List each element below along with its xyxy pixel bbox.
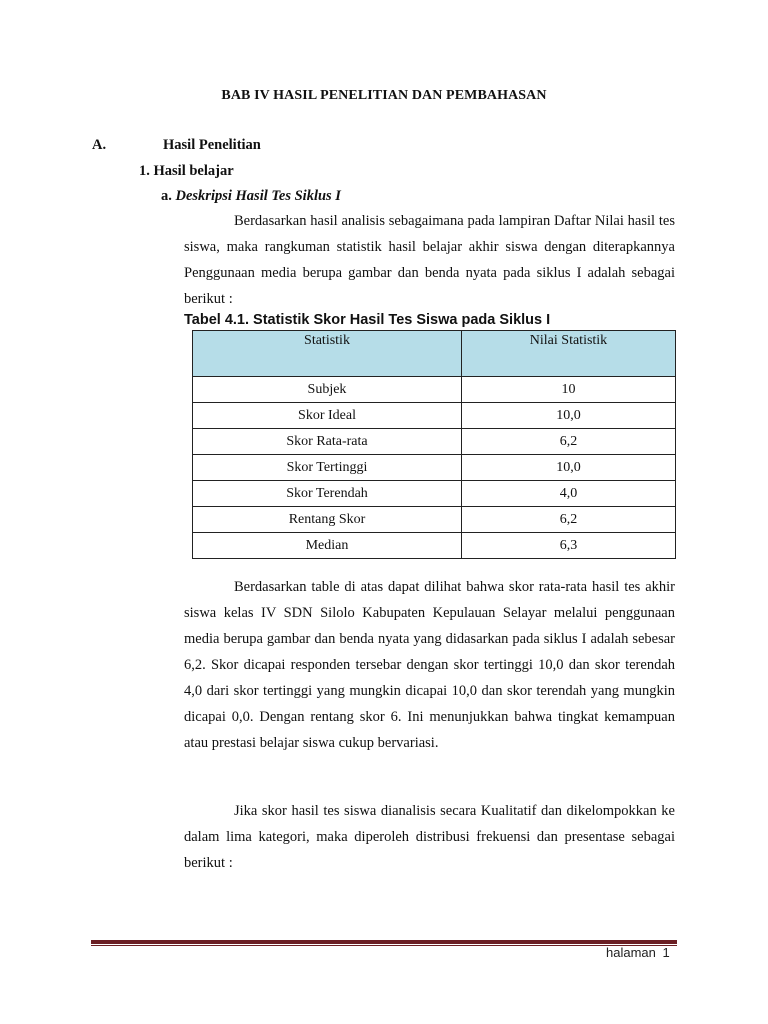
paragraph-1-text: Berdasarkan hasil analisis sebagaimana pada lampiran Daftar Nilai hasil tes siswa, maka rangkuman statistik hasil belajar akhir siswa dengan diterapkannya Penggunaan media berupa gambar dan benda nyata pada siklus I adalah sebagai berikut : — [184, 213, 675, 307]
statistic-value-cell: 4,0 — [462, 481, 676, 507]
section-heading: Hasil Penelitian — [163, 137, 261, 153]
statistic-name-cell: Median — [193, 533, 462, 559]
paragraph-3-text: Jika skor hasil tes siswa dianalisis secara Kualitatif dan dikelompokkan ke dalam lima kategori, maka diperoleh distribusi frekuensi dan presentase sebagai berikut : — [184, 803, 675, 871]
paragraph-2 — [184, 574, 675, 756]
table-row — [193, 507, 676, 533]
table-row — [193, 429, 676, 455]
statistic-name-cell: Subjek — [193, 377, 462, 403]
table-row — [193, 481, 676, 507]
statistic-name-cell: Rentang Skor — [193, 507, 462, 533]
statistic-name-cell: Skor Ideal — [193, 403, 462, 429]
paragraph-3 — [184, 798, 675, 876]
footer-rule — [91, 940, 677, 944]
paragraph-1 — [184, 208, 675, 312]
statistic-value-cell: 10,0 — [462, 455, 676, 481]
table-row — [193, 403, 676, 429]
sub-subsection-heading — [161, 188, 341, 205]
footer-rule-thin — [91, 945, 677, 946]
statistic-value-cell: 6,2 — [462, 507, 676, 533]
statistic-value-cell: 6,2 — [462, 429, 676, 455]
statistic-name-cell: Skor Terendah — [193, 481, 462, 507]
paragraph-2-text: Berdasarkan table di atas dapat dilihat bahwa skor rata-rata hasil tes akhir siswa kelas IV SDN Silolo Kabupaten Kepulauan Selayar melalui penggunaan media berupa gambar dan benda nyata yang didasarkan pada siklus I adalah sebesar 6,2. Skor dicapai responden tersebar dengan skor tertinggi 10,0 dan skor terendah 4,0 dari skor tertinggi yang mungkin dicapai 10,0 dan skor terendah yang mungkin dicapai 0,0. Dengan rentang skor 6. Ini menunjukkan bahwa tingkat kemampuan atau prestasi belajar siswa cukup bervariasi. — [184, 579, 675, 751]
subsection-heading: 1. Hasil belajar — [139, 163, 234, 179]
table-header-row — [193, 331, 676, 377]
table-row — [193, 533, 676, 559]
statistic-name-cell: Skor Rata-rata — [193, 429, 462, 455]
table-header-cell: Nilai Statistik — [462, 331, 676, 377]
table-row — [193, 377, 676, 403]
statistic-value-cell: 10 — [462, 377, 676, 403]
statistic-name-cell: Skor Tertinggi — [193, 455, 462, 481]
section-letter: A. — [92, 137, 107, 153]
chapter-title: BAB IV HASIL PENELITIAN DAN PEMBAHASAN — [221, 88, 547, 103]
statistic-value-cell: 6,3 — [462, 533, 676, 559]
table-caption: Tabel 4.1. Statistik Skor Hasil Tes Siswa pada Siklus I — [184, 312, 551, 328]
table-row — [193, 455, 676, 481]
sub-subsection-label: Deskripsi Hasil Tes Siklus I — [175, 188, 341, 204]
table-header-cell: Statistik — [193, 331, 462, 377]
page-number: halaman 1 — [606, 945, 670, 960]
statistic-value-cell: 10,0 — [462, 403, 676, 429]
statistics-table — [192, 330, 676, 559]
sub-subsection-letter: a. — [161, 188, 172, 204]
